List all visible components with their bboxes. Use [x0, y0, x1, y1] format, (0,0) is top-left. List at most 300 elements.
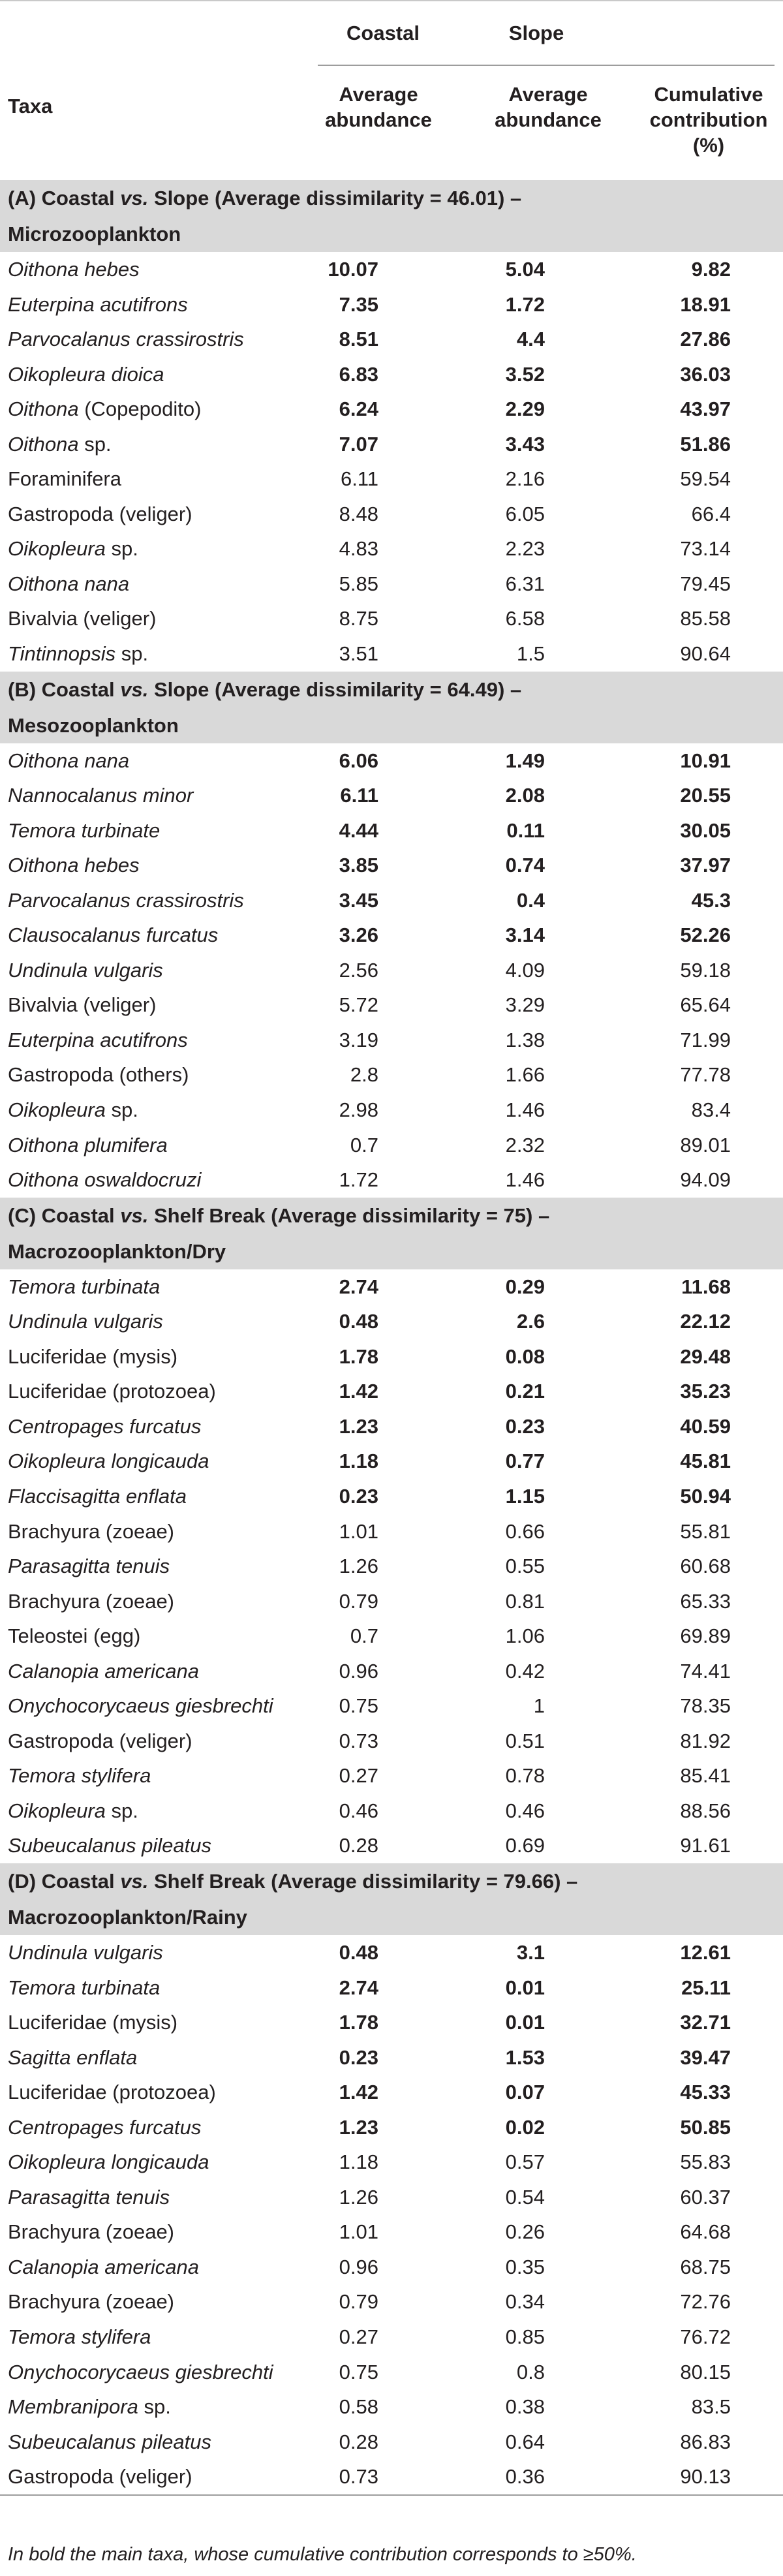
cumulative-contribution-cell: 60.37 — [680, 2185, 731, 2209]
taxa-cell — [8, 1828, 211, 1863]
cumulative-contribution-cell: 78.35 — [680, 1694, 731, 1718]
taxa-cell — [8, 1724, 192, 1759]
bottom-rule — [0, 2494, 783, 2496]
cumulative-contribution-cell: 91.61 — [680, 1834, 731, 1857]
coastal-abundance-cell: 0.7 — [350, 1133, 378, 1156]
coastal-abundance-cell: 1.42 — [339, 1380, 378, 1403]
coastal-abundance-cell: 1.18 — [339, 2150, 378, 2174]
table-row — [0, 1479, 783, 1514]
coastal-abundance-cell: 0.75 — [339, 1694, 378, 1718]
taxa-name: Brachyura (zoeae) — [8, 1519, 175, 1543]
taxa-cell — [8, 1549, 170, 1584]
coastal-abundance-cell: 1.23 — [339, 1414, 378, 1438]
taxa-name: Gastropoda (veliger) — [8, 502, 192, 525]
taxa-name: Oikopleura — [8, 1799, 106, 1822]
taxa-name: Oithona — [8, 397, 79, 421]
cumulative-contribution-cell: 80.15 — [680, 2360, 731, 2383]
cumulative-contribution-cell: 30.05 — [680, 818, 731, 842]
cumulative-contribution-cell: 90.13 — [680, 2465, 731, 2489]
slope-abundance-cell: 0.02 — [505, 2115, 545, 2139]
taxa-name: Oikopleura dioica — [8, 362, 164, 386]
slope-abundance-cell: 6.58 — [505, 607, 545, 630]
coastal-abundance-cell: 1.72 — [339, 1168, 378, 1192]
taxa-name: Onychocorycaeus giesbrechti — [8, 1694, 273, 1718]
slope-abundance-cell: 1.15 — [505, 1484, 545, 1508]
table-row — [0, 497, 783, 532]
slope-abundance-cell: 0.8 — [516, 2360, 545, 2383]
header-group-slope: Slope — [508, 22, 564, 44]
taxa-name: Centropages furcatus — [8, 1414, 202, 1438]
taxa-cell — [8, 813, 160, 848]
cumulative-contribution-cell: 36.03 — [680, 362, 731, 386]
slope-abundance-cell: 0.4 — [516, 888, 545, 912]
taxa-name: Oikopleura — [8, 1098, 106, 1122]
table-row — [0, 743, 783, 779]
slope-abundance-cell: 0.57 — [505, 2150, 545, 2174]
slope-abundance-cell: 0.66 — [505, 1519, 545, 1543]
table-row — [0, 1514, 783, 1549]
taxa-cell — [8, 357, 164, 392]
taxa-cell — [8, 1023, 188, 1058]
taxa-cell — [8, 531, 138, 566]
coastal-abundance-cell: 1.01 — [339, 1519, 378, 1543]
slope-abundance-cell: 0.01 — [505, 1976, 545, 1999]
table-row — [0, 1409, 783, 1444]
cumulative-contribution-cell: 51.86 — [680, 432, 731, 456]
taxa-cell — [8, 1935, 163, 1970]
table-row — [0, 1724, 783, 1759]
cumulative-contribution-cell: 74.41 — [680, 1659, 731, 1683]
cumulative-contribution-cell: 83.5 — [691, 2395, 731, 2419]
taxa-name: Membranipora — [8, 2395, 138, 2419]
cumulative-contribution-cell: 55.83 — [680, 2150, 731, 2174]
coastal-abundance-cell: 0.7 — [350, 1624, 378, 1648]
section-subtitle: Macrozooplankton/Rainy — [0, 1899, 783, 1935]
slope-abundance-cell: 1.53 — [505, 2045, 545, 2069]
table-row — [0, 322, 783, 357]
taxa-cell — [8, 1304, 163, 1339]
cumulative-contribution-cell: 72.76 — [680, 2290, 731, 2314]
header-group-rule — [318, 65, 775, 66]
cumulative-contribution-cell: 43.97 — [680, 397, 731, 421]
table-row — [0, 531, 783, 566]
cumulative-contribution-cell: 35.23 — [680, 1380, 731, 1403]
taxa-name: Flaccisagitta enflata — [8, 1484, 187, 1508]
header-cumulative-l3: (%) — [692, 134, 725, 157]
slope-abundance-cell: 1.5 — [516, 642, 545, 666]
taxa-name: Luciferidae (protozoea) — [8, 2081, 216, 2104]
table-row — [0, 461, 783, 497]
taxa-suffix: sp. — [138, 2395, 171, 2419]
table-row — [0, 1162, 783, 1198]
cumulative-contribution-cell: 71.99 — [680, 1028, 731, 1051]
header-slope-avg-l2: abundance — [495, 108, 602, 131]
table-row — [0, 601, 783, 636]
table-row — [0, 636, 783, 672]
slope-abundance-cell: 1.49 — [505, 749, 545, 772]
coastal-abundance-cell: 1.26 — [339, 2185, 378, 2209]
cumulative-contribution-cell: 25.11 — [681, 1976, 731, 1999]
table-row — [0, 1304, 783, 1339]
slope-abundance-cell: 0.36 — [505, 2465, 545, 2489]
taxa-cell — [8, 427, 112, 462]
table-row — [0, 918, 783, 953]
taxa-cell — [8, 1619, 140, 1654]
taxa-cell — [8, 1162, 201, 1198]
coastal-abundance-cell: 0.27 — [339, 1764, 378, 1788]
slope-abundance-cell: 0.11 — [506, 818, 545, 842]
taxa-name: Bivalvia (veliger) — [8, 993, 157, 1017]
slope-abundance-cell: 6.05 — [505, 502, 545, 525]
cumulative-contribution-cell: 11.68 — [681, 1275, 731, 1298]
coastal-abundance-cell: 1.42 — [339, 2081, 378, 2104]
slope-abundance-cell: 0.29 — [505, 1275, 545, 1298]
taxa-name: Oithona nana — [8, 572, 130, 595]
taxa-cell — [8, 2040, 137, 2075]
taxa-cell — [8, 1970, 160, 2006]
slope-abundance-cell: 0.34 — [505, 2290, 545, 2314]
taxa-name: Calanopia americana — [8, 2255, 199, 2278]
taxa-cell — [8, 2355, 273, 2390]
table-footnote: In bold the main taxa, whose cumulative contribution corresponds to ≥50%. — [8, 2544, 637, 2565]
slope-abundance-cell: 0.55 — [505, 1555, 545, 1578]
cumulative-contribution-cell: 50.94 — [680, 1484, 731, 1508]
taxa-name: Euterpina acutifrons — [8, 292, 188, 316]
taxa-name: Brachyura (zoeae) — [8, 1589, 175, 1613]
coastal-abundance-cell: 0.27 — [339, 2325, 378, 2348]
taxa-name: Oithona — [8, 432, 79, 456]
slope-abundance-cell: 5.04 — [505, 258, 545, 281]
taxa-cell — [8, 2250, 199, 2285]
taxa-suffix: sp. — [105, 1799, 138, 1822]
taxa-name: Gastropoda (others) — [8, 1063, 189, 1087]
coastal-abundance-cell: 3.51 — [339, 642, 378, 666]
header-cumulative-l2: contribution — [649, 108, 768, 131]
coastal-abundance-cell: 0.96 — [339, 1659, 378, 1683]
coastal-abundance-cell: 1.01 — [339, 2220, 378, 2244]
taxa-name: Parasagitta tenuis — [8, 2185, 170, 2209]
cumulative-contribution-cell: 18.91 — [680, 292, 731, 316]
table-header — [0, 0, 783, 181]
coastal-abundance-cell: 2.74 — [339, 1976, 378, 1999]
taxa-name: Luciferidae (mysis) — [8, 1344, 178, 1368]
table-row — [0, 566, 783, 602]
coastal-abundance-cell: 1.18 — [339, 1450, 378, 1473]
table-row — [0, 1654, 783, 1689]
taxa-name: Temora stylifera — [8, 1764, 151, 1788]
section-title-part-a: (C) Coastal — [8, 1203, 121, 1227]
section-title-part-b: Shelf Break (Average dissimilarity = 79.66) – — [148, 1869, 578, 1893]
cumulative-contribution-cell: 22.12 — [680, 1310, 731, 1333]
table-row — [0, 1758, 783, 1793]
coastal-abundance-cell: 0.23 — [339, 2045, 378, 2069]
table-row — [0, 1023, 783, 1058]
coastal-abundance-cell: 4.44 — [339, 818, 378, 842]
slope-abundance-cell: 2.16 — [505, 467, 545, 491]
section-title — [0, 1863, 783, 1899]
cumulative-contribution-cell: 9.82 — [691, 258, 731, 281]
coastal-abundance-cell: 6.24 — [339, 397, 378, 421]
slope-abundance-cell: 0.54 — [505, 2185, 545, 2209]
table-row — [0, 2110, 783, 2145]
header-slope-avg — [486, 82, 610, 132]
taxa-name: Luciferidae (protozoea) — [8, 1380, 216, 1403]
slope-abundance-cell: 1 — [533, 1694, 545, 1718]
section-subtitle: Macrozooplankton/Dry — [0, 1234, 783, 1269]
taxa-name: Temora turbinate — [8, 818, 161, 842]
table-row — [0, 1093, 783, 1128]
taxa-cell — [8, 918, 218, 953]
taxa-name: Teleostei (egg) — [8, 1624, 141, 1648]
taxa-cell — [8, 2459, 192, 2494]
slope-abundance-cell: 4.09 — [505, 958, 545, 982]
cumulative-contribution-cell: 12.61 — [680, 1940, 731, 1964]
coastal-abundance-cell: 0.23 — [339, 1484, 378, 1508]
coastal-abundance-cell: 8.48 — [339, 502, 378, 525]
taxa-name: Euterpina acutifrons — [8, 1028, 188, 1051]
taxa-suffix: sp. — [105, 537, 138, 561]
slope-abundance-cell: 0.07 — [505, 2081, 545, 2104]
table-row — [0, 987, 783, 1023]
coastal-abundance-cell: 0.73 — [339, 2465, 378, 2489]
cumulative-contribution-cell: 81.92 — [680, 1729, 731, 1752]
cumulative-contribution-cell: 29.48 — [680, 1344, 731, 1368]
cumulative-contribution-cell: 32.71 — [680, 2011, 731, 2034]
cumulative-contribution-cell: 89.01 — [680, 1133, 731, 1156]
coastal-abundance-cell: 8.75 — [339, 607, 378, 630]
coastal-abundance-cell: 3.26 — [339, 923, 378, 947]
taxa-name: Brachyura (zoeae) — [8, 2290, 175, 2314]
taxa-name: Temora turbinata — [8, 1275, 161, 1298]
taxa-name: Temora stylifera — [8, 2325, 151, 2348]
slope-abundance-cell: 2.08 — [505, 784, 545, 807]
taxa-suffix: sp. — [105, 1098, 138, 1122]
table-row — [0, 2214, 783, 2250]
slope-abundance-cell: 0.23 — [505, 1414, 545, 1438]
cumulative-contribution-cell: 73.14 — [680, 537, 731, 561]
taxa-name: Nannocalanus minor — [8, 784, 194, 807]
slope-abundance-cell: 0.74 — [505, 854, 545, 877]
cumulative-contribution-cell: 52.26 — [680, 923, 731, 947]
taxa-name: Parvocalanus crassirostris — [8, 888, 244, 912]
header-taxa — [8, 82, 53, 117]
header-coastal-avg-l1: Average — [339, 83, 418, 106]
taxa-cell — [8, 322, 244, 357]
table-row — [0, 1793, 783, 1829]
coastal-abundance-cell: 0.28 — [339, 1834, 378, 1857]
coastal-abundance-cell: 3.45 — [339, 888, 378, 912]
taxa-cell — [8, 2389, 171, 2425]
taxa-cell — [8, 2425, 211, 2460]
cumulative-contribution-cell: 55.81 — [680, 1519, 731, 1543]
slope-abundance-cell: 0.08 — [505, 1344, 545, 1368]
section-title-part-b: Slope (Average dissimilarity = 46.01) – — [148, 187, 522, 209]
table-row — [0, 1619, 783, 1654]
table-row — [0, 392, 783, 427]
taxa-cell — [8, 2320, 151, 2355]
table-row — [0, 778, 783, 813]
cumulative-contribution-cell: 69.89 — [680, 1624, 731, 1648]
taxa-cell — [8, 1758, 151, 1793]
taxa-cell — [8, 601, 156, 636]
cumulative-contribution-cell: 88.56 — [680, 1799, 731, 1822]
section-title-part-b: Slope (Average dissimilarity = 64.49) – — [148, 677, 522, 701]
header-group-coastal: Coastal — [346, 22, 420, 44]
table-row — [0, 1549, 783, 1584]
coastal-abundance-cell: 7.07 — [339, 432, 378, 456]
taxa-cell — [8, 497, 192, 532]
section-subtitle: Mesozooplankton — [0, 707, 783, 743]
cumulative-contribution-cell: 59.54 — [680, 467, 731, 491]
taxa-name: Onychocorycaeus giesbrechti — [8, 2360, 273, 2383]
taxa-cell — [8, 1688, 273, 1724]
taxa-cell — [8, 1793, 138, 1829]
slope-abundance-cell: 0.78 — [505, 1764, 545, 1788]
taxa-name: Parasagitta tenuis — [8, 1555, 170, 1578]
coastal-abundance-cell: 0.48 — [339, 1940, 378, 1964]
cumulative-contribution-cell: 66.4 — [691, 502, 731, 525]
taxa-cell — [8, 1339, 177, 1374]
section-title — [0, 1198, 783, 1234]
taxa-name: Gastropoda (veliger) — [8, 2465, 192, 2489]
taxa-name: Oikopleura longicauda — [8, 2150, 209, 2174]
cumulative-contribution-cell: 37.97 — [680, 854, 731, 877]
header-coastal-avg-l2: abundance — [325, 108, 432, 131]
cumulative-contribution-cell: 45.33 — [680, 2081, 731, 2104]
taxa-cell — [8, 2110, 201, 2145]
table-row — [0, 953, 783, 988]
taxa-cell — [8, 2005, 177, 2040]
cumulative-contribution-cell: 86.83 — [680, 2430, 731, 2453]
taxa-cell — [8, 1514, 174, 1549]
taxa-cell — [8, 1654, 199, 1689]
taxa-cell — [8, 953, 163, 988]
taxa-name: Temora turbinata — [8, 1976, 161, 1999]
taxa-name: Bivalvia (veliger) — [8, 607, 157, 630]
coastal-abundance-cell: 10.07 — [328, 258, 378, 281]
slope-abundance-cell: 3.29 — [505, 993, 545, 1017]
section-title-vs: vs. — [120, 1869, 149, 1893]
table-row — [0, 848, 783, 883]
coastal-abundance-cell: 2.98 — [339, 1098, 378, 1122]
taxa-cell — [8, 461, 121, 497]
cumulative-contribution-cell: 65.64 — [680, 993, 731, 1017]
coastal-abundance-cell: 0.79 — [339, 2290, 378, 2314]
slope-abundance-cell: 1.72 — [505, 292, 545, 316]
coastal-abundance-cell: 2.74 — [339, 1275, 378, 1298]
coastal-abundance-cell: 1.23 — [339, 2115, 378, 2139]
section-title-part-a: (A) Coastal — [8, 187, 121, 209]
coastal-abundance-cell: 5.85 — [339, 572, 378, 595]
section-subtitle: Microzooplankton — [0, 216, 783, 252]
slope-abundance-cell: 0.21 — [505, 1380, 545, 1403]
section-title-part-a: (D) Coastal — [8, 1869, 121, 1893]
table-row — [0, 1339, 783, 1374]
header-taxa-label: Taxa — [8, 95, 53, 117]
table-row — [0, 1935, 783, 1970]
slope-abundance-cell: 0.26 — [505, 2220, 545, 2244]
table-row — [0, 1828, 783, 1863]
taxa-name: Undinula vulgaris — [8, 1310, 163, 1333]
taxa-name: Undinula vulgaris — [8, 958, 163, 982]
taxa-name: Oithona oswaldocruzi — [8, 1168, 202, 1192]
taxa-cell — [8, 883, 244, 918]
table-row — [0, 1057, 783, 1093]
table-row — [0, 1584, 783, 1619]
table-row — [0, 2145, 783, 2180]
coastal-abundance-cell: 0.46 — [339, 1799, 378, 1822]
table-row — [0, 2284, 783, 2320]
table-row — [0, 2180, 783, 2215]
taxa-cell — [8, 778, 193, 813]
slope-abundance-cell: 0.01 — [505, 2011, 545, 2034]
table-row — [0, 1269, 783, 1305]
slope-abundance-cell: 0.77 — [505, 1450, 545, 1473]
taxa-cell — [8, 2145, 209, 2180]
coastal-abundance-cell: 2.8 — [350, 1063, 378, 1087]
cumulative-contribution-cell: 59.18 — [680, 958, 731, 982]
slope-abundance-cell: 3.1 — [516, 1940, 545, 1964]
coastal-abundance-cell: 6.11 — [340, 784, 378, 807]
taxa-cell — [8, 287, 188, 322]
taxa-name: Calanopia americana — [8, 1659, 199, 1683]
taxa-name: Sagitta enflata — [8, 2045, 138, 2069]
taxa-name: Oikopleura — [8, 537, 106, 561]
cumulative-contribution-cell: 40.59 — [680, 1414, 731, 1438]
slope-abundance-cell: 0.81 — [505, 1589, 545, 1613]
section-title-part-a: (B) Coastal — [8, 677, 121, 701]
taxa-name: Undinula vulgaris — [8, 1940, 163, 1964]
coastal-abundance-cell: 1.78 — [339, 2011, 378, 2034]
cumulative-contribution-cell: 60.68 — [680, 1555, 731, 1578]
taxa-cell — [8, 2214, 174, 2250]
slope-abundance-cell: 0.51 — [505, 1729, 545, 1752]
taxa-name: Luciferidae (mysis) — [8, 2011, 178, 2034]
taxa-name: Foraminifera — [8, 467, 121, 491]
cumulative-contribution-cell: 20.55 — [680, 784, 731, 807]
table-row — [0, 427, 783, 462]
cumulative-contribution-cell: 27.86 — [680, 328, 731, 351]
table-row — [0, 1444, 783, 1479]
taxa-cell — [8, 848, 140, 883]
coastal-abundance-cell: 3.85 — [339, 854, 378, 877]
taxa-cell — [8, 1057, 189, 1093]
cumulative-contribution-cell: 76.72 — [680, 2325, 731, 2348]
slope-abundance-cell: 2.29 — [505, 397, 545, 421]
header-cumulative-l1: Cumulative — [654, 83, 763, 106]
table-row — [0, 2005, 783, 2040]
slope-abundance-cell: 0.64 — [505, 2430, 545, 2453]
cumulative-contribution-cell: 77.78 — [680, 1063, 731, 1087]
slope-abundance-cell: 4.4 — [516, 328, 545, 351]
taxa-name: Gastropoda (veliger) — [8, 1729, 192, 1752]
cumulative-contribution-cell: 68.75 — [680, 2255, 731, 2278]
taxa-cell — [8, 987, 156, 1023]
coastal-abundance-cell: 8.51 — [339, 328, 378, 351]
section-title — [0, 672, 783, 707]
slope-abundance-cell: 6.31 — [505, 572, 545, 595]
header-cumulative — [636, 82, 781, 158]
coastal-abundance-cell: 3.19 — [339, 1028, 378, 1051]
coastal-abundance-cell: 0.58 — [339, 2395, 378, 2419]
slope-abundance-cell: 1.46 — [505, 1168, 545, 1192]
slope-abundance-cell: 2.23 — [505, 537, 545, 561]
taxa-suffix: sp. — [115, 642, 149, 666]
taxa-name: Centropages furcatus — [8, 2115, 202, 2139]
cumulative-contribution-cell: 85.58 — [680, 607, 731, 630]
table-row — [0, 2075, 783, 2110]
cumulative-contribution-cell: 65.33 — [680, 1589, 731, 1613]
